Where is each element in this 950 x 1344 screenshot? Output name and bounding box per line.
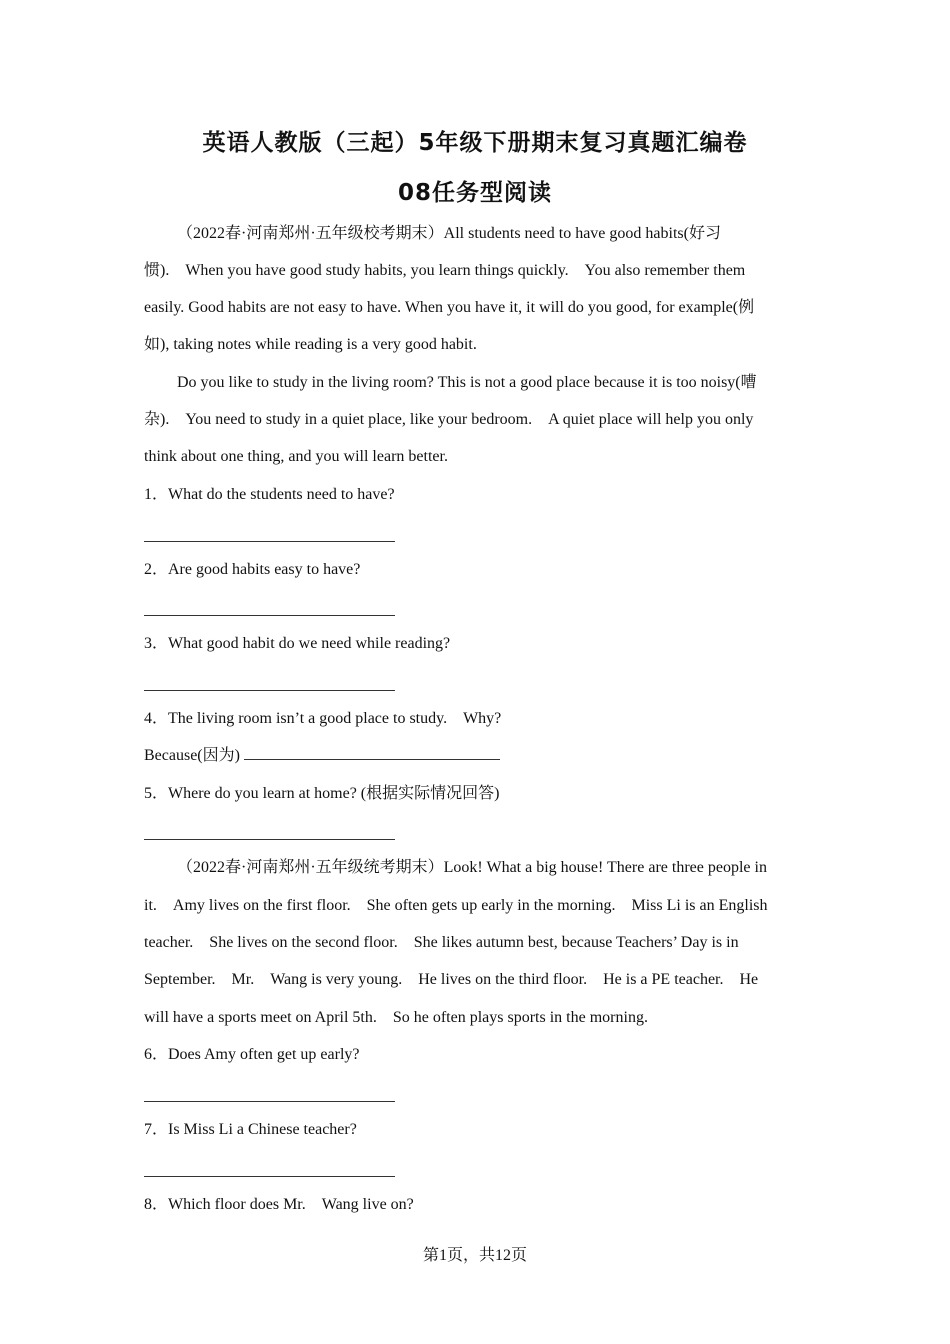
answer-blank-5[interactable] [144, 839, 395, 840]
question-7: 7．Is Miss Li a Chinese teacher? [144, 1121, 357, 1138]
question-4: 4．The living room isn’t a good place to study. Why? [144, 710, 502, 727]
answer-blank-3[interactable] [144, 690, 395, 691]
document-subtitle: 08任务型阅读 [397, 180, 552, 206]
passage2-line: teacher. She lives on the second floor. She likes autumn best, because Teachers’ Day is in [144, 934, 739, 951]
passage1-line: think about one thing, and you will learn better. [144, 448, 448, 465]
passage1-line: easily. Good habits are not easy to have. When you have it, it will do you good, for example(例 [144, 299, 755, 316]
question-1: 1．What do the students need to have? [144, 486, 395, 503]
because-label: Because(因为) [144, 747, 240, 764]
answer-blank-7[interactable] [144, 1176, 395, 1177]
answer-blank-2[interactable] [144, 615, 395, 616]
passage2-line: September. Mr. Wang is very young. He lives on the third floor. He is a PE teacher. He [144, 971, 759, 988]
question-6: 6．Does Amy often get up early? [144, 1046, 360, 1063]
passage2-line: will have a sports meet on April 5th. So he often plays sports in the morning. [144, 1009, 648, 1026]
passage1-line: 如), taking notes while reading is a very good habit. [144, 336, 477, 353]
passage1-line: （2022春·河南郑州·五年级校考期末）All students need to have good habits(好习 [177, 225, 721, 242]
passage1-line: 惯). When you have good study habits, you learn things quickly. You also remember them [144, 262, 746, 279]
page-footer: 第1页，共12页 [422, 1247, 527, 1264]
question-2: 2．Are good habits easy to have? [144, 561, 361, 578]
question-8: 8．Which floor does Mr. Wang live on? [144, 1196, 414, 1213]
question-3: 3．What good habit do we need while reading? [144, 635, 451, 652]
document-title: 英语人教版（三起）5年级下册期末复习真题汇编卷 [202, 130, 748, 156]
passage2-line: （2022春·河南郑州·五年级统考期末）Look! What a big house! There are three people in [177, 859, 767, 876]
answer-blank-4[interactable] [244, 745, 500, 760]
passage1-line: 杂). You need to study in a quiet place, like your bedroom. A quiet place will help you only [144, 411, 754, 428]
passage2-line: it. Amy lives on the first floor. She often gets up early in the morning. Miss Li is an English [144, 897, 768, 914]
answer-blank-1[interactable] [144, 541, 395, 542]
question-5: 5．Where do you learn at home? (根据实际情况回答) [144, 785, 500, 802]
because-row [144, 745, 500, 767]
passage1-line: Do you like to study in the living room? This is not a good place because it is too noisy(嘈 [177, 374, 757, 391]
answer-blank-6[interactable] [144, 1101, 395, 1102]
